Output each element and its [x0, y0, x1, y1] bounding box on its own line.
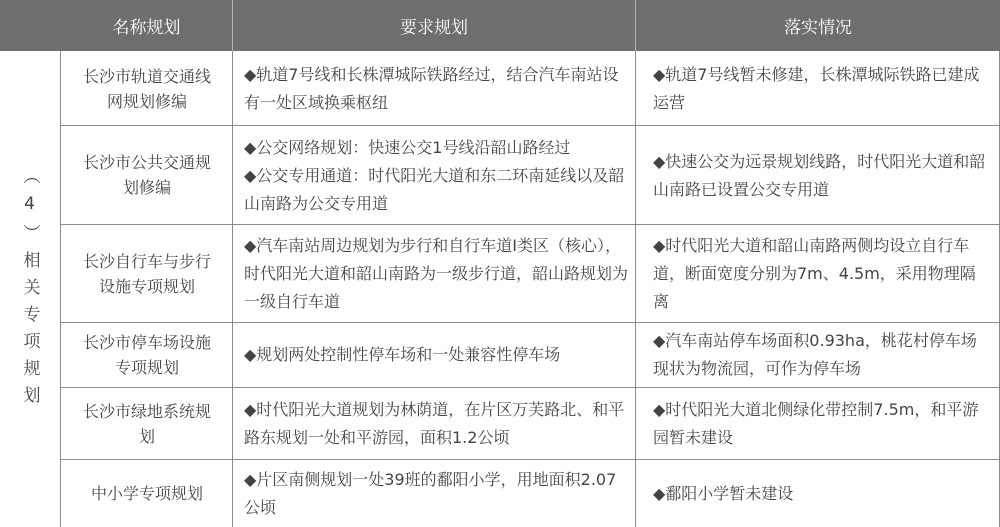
implementation-item: ◆快速公交为远景规划线路，时代阳光大道和韶山南路已设置公交专用道 [653, 151, 986, 199]
row-implementation [653, 54, 989, 124]
header-implementation: 落实情况 [784, 18, 852, 38]
requirement-item: ◆时代阳光大道规划为林荫道，在片区万芙路北、和平路东规划一处和平游园，面积1.2公顷 [244, 399, 625, 447]
row-name: 中小学专项规划 [90, 484, 203, 503]
row-requirements [244, 460, 630, 527]
row-name: 长沙市轨道交通线网规划修编 [83, 66, 212, 111]
row-requirements [244, 323, 630, 387]
row-requirements [244, 226, 630, 321]
row-implementation [653, 323, 989, 387]
group-label-text: （4）相关专项规划 [19, 167, 40, 413]
implementation-item: ◆时代阳光大道和韶山南路两侧均设立自行车道，断面宽度分别为7m、4.5m，采用物理隔离 [653, 235, 976, 311]
requirement-item: ◆公交网络规划：快速公交1号线沿韶山路经过 [244, 137, 571, 157]
row-name: 长沙自行车与步行设施专项规划 [83, 251, 212, 296]
group-label [0, 53, 60, 527]
requirement-item: ◆规划两处控制性停车场和一处兼容性停车场 [244, 345, 561, 364]
implementation-item: ◆汽车南站停车场面积0.93ha，桃花村停车场现状为物流园，可作为停车场 [653, 331, 977, 378]
requirement-item: ◆轨道7号线和长株潭城际铁路经过，结合汽车南站设有一处区域换乘枢纽 [244, 65, 619, 112]
grid-line [635, 51, 636, 527]
row-implementation [653, 226, 989, 321]
row-implementation [653, 460, 989, 527]
row-name: 长沙市公共交通规划修编 [83, 153, 212, 197]
implementation-item: ◆鄱阳小学暂未建设 [653, 483, 794, 503]
requirement-item: ◆汽车南站周边规划为步行和自行车道Ⅰ类区（核心），时代阳光大道和韶山南路为一级步行道，韶山路规划为一级自行车道 [244, 235, 629, 311]
table-header [0, 0, 1000, 51]
row-implementation [653, 128, 989, 223]
row-name: 长沙市绿地系统规划 [83, 401, 212, 446]
implementation-item: ◆轨道7号线暂未修建，长株潭城际铁路已建成运营 [653, 65, 980, 112]
requirement-item: ◆片区南侧规划一处39班的鄱阳小学，用地面积2.07公顷 [244, 469, 617, 517]
row-requirements [244, 54, 630, 124]
header-requirements: 要求规划 [400, 18, 468, 38]
row-requirements [244, 128, 630, 223]
row-implementation [653, 388, 989, 459]
row-name: 长沙市停车场设施专项规划 [83, 333, 212, 377]
row-requirements [244, 388, 630, 459]
header-name-plan: 名称规划 [112, 18, 181, 38]
requirement-item: ◆公交专用通道：时代阳光大道和东二环南延线以及韶山南路为公交专用道 [244, 165, 625, 213]
implementation-item: ◆时代阳光大道北侧绿化带控制7.5m，和平游园暂未建设 [653, 399, 979, 447]
